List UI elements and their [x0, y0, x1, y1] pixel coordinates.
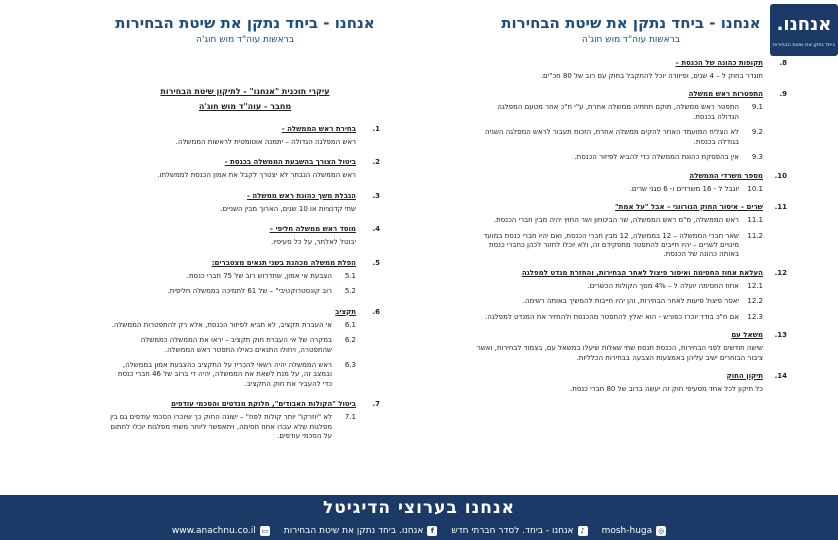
item-text: ראש הממשלה יהיה רשאי להכריז על התקציב כהצבעת אמון בממשלה, ובמצב זה, על מנת לשאת את הממשלה, יהיה די ברוב של 46 חברי כנסת כדי להעביר את חוק התקציב.	[117, 360, 332, 388]
section-number: 7.	[372, 400, 380, 409]
footer-banner	[0, 495, 838, 540]
section-title: תיקון החוק	[726, 372, 763, 380]
section-body: יבוטל לאלתר, על כל סעיפיו.	[271, 238, 356, 247]
section-number: 6.	[372, 307, 380, 316]
document-author: מחבר - עוה"ד מוש חוג'ה	[198, 102, 292, 111]
item-number: 9.3	[751, 153, 763, 162]
section-12	[475, 269, 787, 322]
list-item	[110, 413, 356, 441]
item-text: לא הצליח המועמד האחר להקים ממשלה אחרת, הזכות תעבור לראש המפלגה השניה בגודלה בכנסת.	[485, 128, 739, 146]
section-body: תוגדר בחוק ל – 4 שנים, ופיזורה יוכל להתקבל בחוק עם רוב של 80 חכ"ים.	[540, 72, 763, 80]
logo-text: אנחנו.	[776, 14, 832, 35]
list-item	[110, 361, 356, 389]
section-8	[475, 59, 787, 81]
section-title: התפטרות ראש ממשלה	[688, 90, 763, 99]
section-number: 5.	[372, 258, 380, 267]
list-item	[110, 336, 356, 355]
item-number: 12.2	[747, 297, 763, 306]
item-number: 9.2	[751, 128, 763, 137]
website-link[interactable]	[172, 526, 270, 536]
right-header-title: אנחנו - ביחד נתקן את שיטת הבחירות	[501, 14, 761, 32]
list-item	[475, 313, 763, 322]
item-number: 7.1	[344, 413, 356, 422]
footer-title: אנחנו בערוצי הדיגיטל	[322, 498, 516, 518]
list-item	[475, 282, 763, 291]
tiktok-link[interactable]	[451, 526, 587, 536]
list-item	[110, 287, 356, 296]
instagram-link-text: mosh-huga	[601, 526, 653, 536]
section-title: תקופות כהונה של הכנסת –	[675, 59, 763, 67]
monitor-icon: ▭	[261, 527, 269, 535]
item-text: אין בהפסקת כהונת הממשלה כדי להביא לפיזור הכנסת.	[574, 153, 739, 162]
section-number: 3.	[372, 191, 380, 200]
item-text: ראש הממשלה, מ"מ ראש הממשלה, שר הביטחון ושר החוץ יהיה מבין חברי הכנסת.	[493, 216, 739, 225]
item-number: 12.3	[747, 312, 763, 321]
brand-logo	[770, 4, 838, 56]
section-body: ראש הממשלה הנבחר לא יצטרך לקבל את אמון הכנסת לממשלתו.	[157, 171, 356, 180]
footer-links	[0, 526, 838, 536]
document-title: עיקרי תוכנית "אנחנו" - לתיקון שיטת הבחירות	[160, 87, 330, 96]
item-number: 6.2	[344, 336, 356, 345]
item-text: אם ח"כ בודד יוכרז כפורש - הוא יאלץ להתפטר מהכנסת ולהחזיר את המנדט למפלגה.	[485, 312, 739, 321]
section-title: בחירת ראש הממשלה -	[281, 125, 356, 133]
section-title: משאל עם	[731, 331, 763, 340]
item-text: אי העברת תקציב, לא תביא לפיזור הכנסת, אלא רק להתפטרות הממשלה.	[111, 320, 332, 329]
section-number: 8.	[779, 59, 787, 67]
right-header-subtitle: בראשות עוה"ד מוש חוג'ה	[582, 35, 680, 45]
item-number: 10.1	[747, 184, 763, 193]
section-6	[110, 308, 380, 390]
list-item	[475, 297, 763, 306]
section-body: שתי קדנציות או 10 שנים, הארוך מבין השניים.	[220, 204, 356, 213]
item-number: 5.2	[344, 287, 356, 296]
section-title: ביטול "הקולות האבודים", חלוקת מנדטים והסכמי עודפים	[171, 400, 356, 409]
section-1	[110, 125, 380, 147]
facebook-icon: f	[427, 526, 437, 536]
list-item	[475, 103, 763, 122]
section-number: 1.	[372, 125, 380, 133]
section-2	[110, 158, 380, 180]
list-item	[110, 272, 356, 281]
section-5	[110, 259, 380, 297]
item-text: לא "יוזרקו" יותר קולות לפח" – ישונה החוק כך שיוכרו הסכמי עודפים גם בין מפלגות שלא עברו אחוז חסימה, ויתאפשר ליותר משתי מפלגות יוכלו לחתום על הסכמי עודפים.	[110, 413, 332, 441]
item-text: יאסר פיצול סיעות לאחר הבחירות, והן יהיו חייבות להמשיך באותה רשימה.	[522, 297, 739, 306]
left-header	[110, 14, 380, 45]
item-text: שאר חברי הממשלה – 12 בממשלה, 12 מבין חברי הכנסת, ואם יהיו חברי כנסת במועד מינויים לשרים – יהיו חייבים להתפטר מתפקידם זה, ולא יוכלו לחזור לכהן כחברי כנסת באותה כהונה של הכנסת.	[483, 231, 739, 259]
section-title: הגבלת משך כהונת ראש ממשלה -	[247, 191, 356, 200]
item-text: אחוז החסימה יועלה ל – 4% מסך הקולות הכשרים.	[587, 281, 739, 290]
tiktok-icon: ♪	[578, 526, 588, 536]
item-number: 11.2	[747, 231, 763, 240]
item-text: יוגבל ל - 16 משרדים ו- 6 סגני שרים.	[629, 184, 739, 193]
section-4	[110, 225, 380, 247]
item-text: רוב קונסטרוקטיבי" – של 61 לתמיכה בממשלה חליפית.	[167, 287, 332, 296]
section-title: מוסד ראש ממשלה חליפי –	[269, 225, 356, 234]
section-7	[110, 400, 380, 441]
list-item	[475, 153, 763, 162]
tiktok-link-text: אנחנו - ביחד. לסדר חברתי חדש	[451, 526, 574, 536]
section-13	[475, 331, 787, 363]
section-11	[475, 203, 787, 260]
section-number: 11.	[774, 203, 787, 212]
section-body: שישה חודשים לפני הבחירות, הכנסת תנסח שתי שאלות שיעלו במשאל עם, בצמוד לבחירות, ואשר ציבור הבוחרים ישיב עליהן באמצעות הצבעה בבחירות הכלליות.	[476, 344, 763, 362]
section-title: ביטול הצורך בהשבעת הממשלה בכנסת -	[224, 158, 356, 167]
section-title: תקציב	[335, 307, 356, 316]
item-text: במקרה של אי העברת חוק תקציב – יראו את הממשלה כממשלה שהתפטרה, ויחולו התנאים כאילו התפטר ראש הממשלה.	[140, 336, 332, 354]
right-column	[475, 0, 787, 403]
list-item	[475, 232, 763, 260]
section-title: שרים – איסור החוק הנורווגי – אבל "על אמת"	[615, 203, 763, 212]
section-body: ראש המפלגה הגדולה – יתמנה אוטומטית לראשות הממשלה.	[175, 138, 356, 146]
section-number: 10.	[774, 171, 787, 180]
section-10	[475, 172, 787, 194]
instagram-link[interactable]	[602, 526, 667, 536]
item-number: 6.3	[344, 360, 356, 369]
facebook-link[interactable]	[284, 526, 438, 536]
left-header-subtitle: בראשות עוה"ד מוש חוג'ה	[196, 35, 294, 45]
item-number: 12.1	[747, 281, 763, 290]
section-title: הפלת ממשלה מכהנת בשני תנאים מצטברים:	[211, 258, 356, 267]
section-number: 13.	[774, 331, 787, 340]
facebook-link-text: אנחנו. ביחד נתקן את שיטת הבחירות	[283, 526, 424, 536]
left-column	[110, 0, 380, 453]
section-number: 14.	[774, 372, 787, 380]
section-number: 12.	[774, 268, 787, 277]
website-link-text: www.anachnu.co.il	[171, 526, 256, 536]
list-item	[475, 185, 763, 194]
instagram-icon: ◎	[658, 527, 665, 535]
item-number: 9.1	[751, 103, 763, 112]
list-item	[475, 216, 763, 225]
item-number: 5.1	[344, 271, 356, 280]
logo-tagline: ביחד נתקן את שיטת הבחירות	[772, 42, 836, 48]
section-title: העלאת אחוז החסימה ואיסור פיצול לאחר הבחירות, והחזרת מנדט למפלגה	[521, 268, 763, 277]
list-item	[110, 321, 356, 330]
item-number: 11.1	[747, 216, 763, 225]
section-body: כל תיקון לכל אחד מסעיפי חוק זה יעשה ברוב של 80 חברי כנסת.	[570, 385, 763, 393]
section-number: 9.	[779, 90, 787, 99]
item-number: 6.1	[344, 320, 356, 329]
item-text: הצבעת אי אמון, שתדרוש רוב של 75 חברי כנסת.	[186, 271, 332, 280]
left-header-title: אנחנו - ביחד נתקן את שיטת הבחירות	[115, 14, 375, 32]
list-item	[475, 128, 763, 147]
section-3	[110, 192, 380, 214]
section-number: 2.	[372, 158, 380, 167]
item-text: התפטר ראש ממשלה, תוקם תחתיה ממשלה אחרת, ע"י ח"כ אחר מטעם המפלגה הגדולה בכנסת.	[497, 103, 739, 121]
right-header	[475, 14, 787, 45]
section-title: מספר משרדי הממשלה	[689, 171, 763, 180]
section-14	[475, 372, 787, 394]
section-number: 4.	[372, 225, 380, 234]
section-9	[475, 90, 787, 162]
